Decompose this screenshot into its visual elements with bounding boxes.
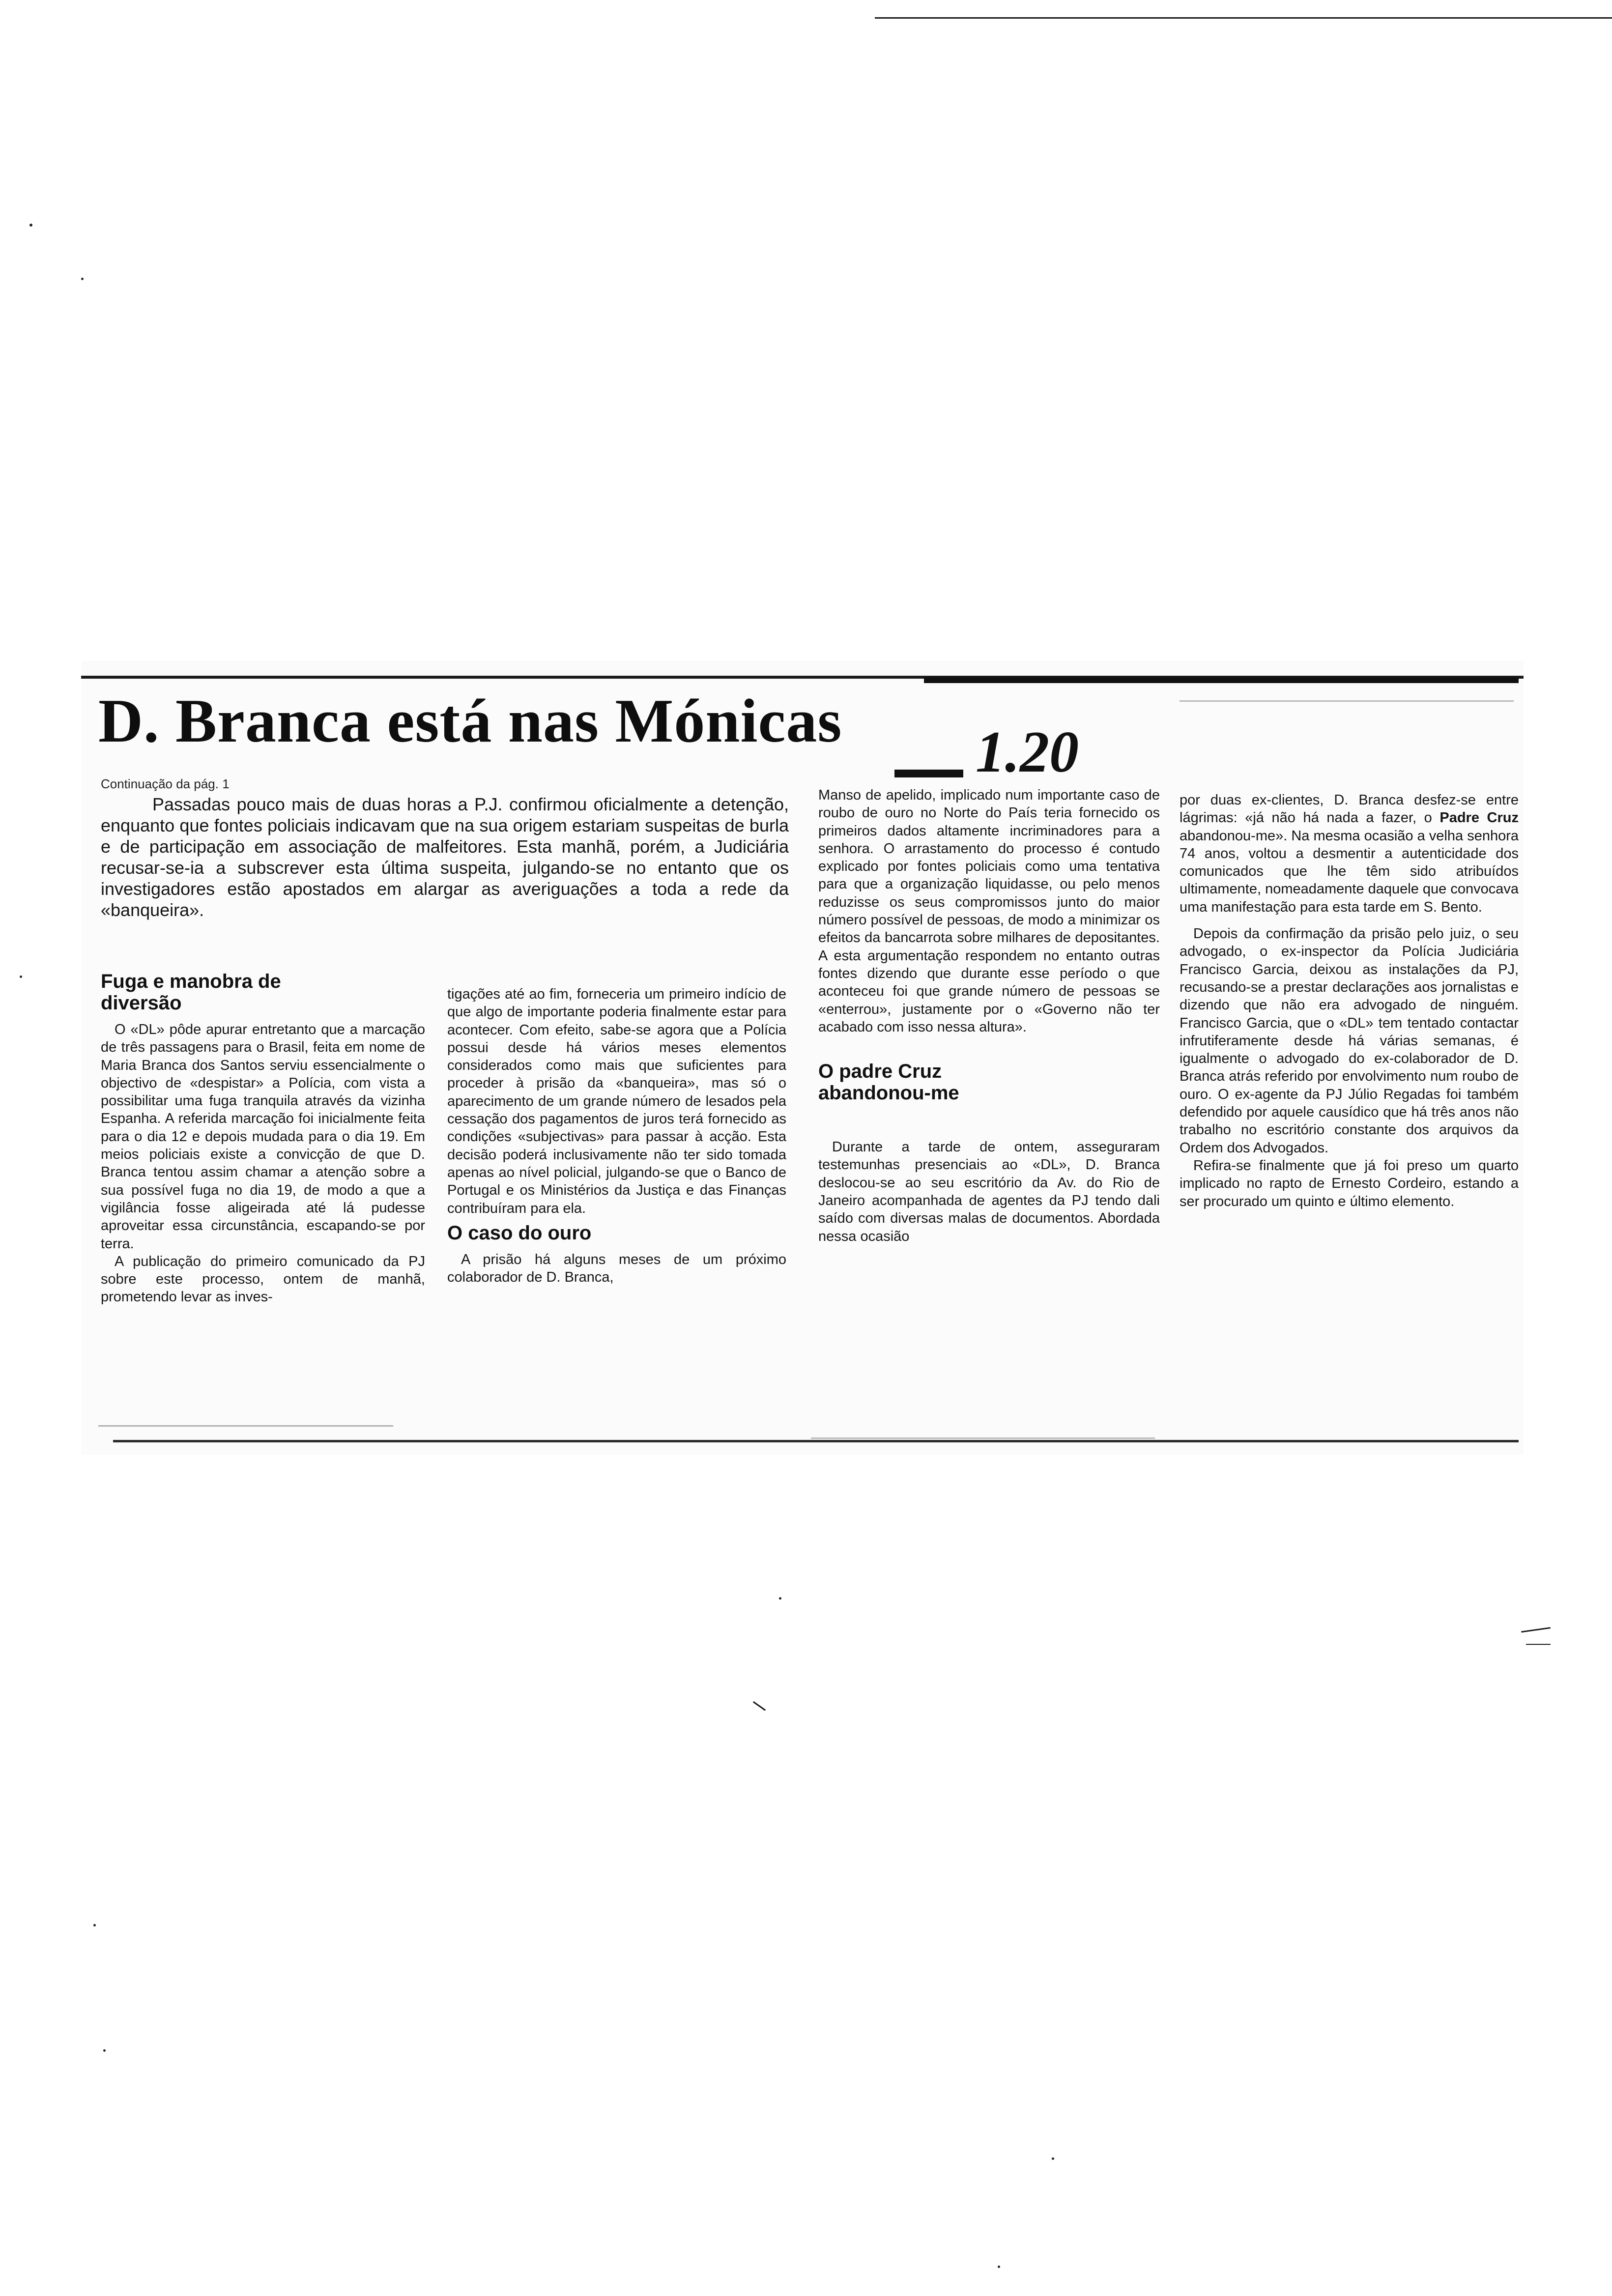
scan-speck xyxy=(779,1597,781,1600)
scan-speck xyxy=(998,2266,1000,2268)
scan-speck xyxy=(103,2049,106,2052)
scan-speck xyxy=(1052,2157,1054,2160)
bottom-rule xyxy=(113,1440,1519,1442)
column-4 xyxy=(1180,791,1519,1430)
subhead-padre-cruz: O padre Cruz abandonou-me xyxy=(818,1061,959,1104)
scan-speck xyxy=(29,224,32,227)
paragraph: Depois da confirmação da prisão pelo juiz, o seu advogado, o ex-inspector da Polícia Judiciária Francisco Garcia, deixou as instalações da PJ, recusando-se a prestar declarações aos jornalistas e dizendo que não era advogado de ninguém. Francisco Garcia, que o «DL» tem tentado contactar infrutiferamente desde há várias semanas, é igualmente o advogado do ex-colaborador de D. Branca atrás referido por envolvimento num roubo de ouro. O ex-agente da PJ Júlio Regadas foi também defendido por aquele causídico que há três anos não trabalho no escritório constante dos arquivos da Ordem dos Advogados. xyxy=(1180,926,1519,1156)
headline: D. Branca está nas Mónicas xyxy=(98,687,842,755)
paragraph: Durante a tarde de ontem, asseguraram testemunhas presenciais ao «DL», D. Branca deslocou-se ao seu escritório da Av. do Rio de Janeiro acompanhada de agentes da PJ tendo dali saído com diversas malas de documentos. Abordada nessa ocasião xyxy=(818,1139,1160,1244)
paragraph xyxy=(1180,791,1519,916)
scan-mark xyxy=(1526,1644,1551,1645)
paragraph: Refira-se finalmente que já foi preso um quarto implicado no rapto de Ernesto Cordeiro, estando a ser procurado um quinto e último elemento. xyxy=(1180,1157,1519,1209)
text-run: abandonou-me». Na mesma ocasião a velha senhora 74 anos, voltou a desmentir a autenticidade dos comunicados que lhe têm sido atribuídos ultimamente, nomeadamente daquele que convocava uma manifestação para esta tarde em S. Bento. xyxy=(1180,828,1519,915)
scan-speck xyxy=(93,1924,96,1926)
text-run-bold: Padre Cruz xyxy=(1439,810,1519,826)
headline-bar xyxy=(894,770,963,777)
lead-paragraph: Passadas pouco mais de duas horas a P.J. confirmou oficialmente a detenção, enquanto que fontes policiais indicavam que na sua origem estariam suspeitas de burla e de participação em associação de malfeitores. Esta manhã, porém, a Judiciária recusar-se-ia a subscrever esta última suspeita, julgando-se no entanto que os investigadores estão apostados em alargar as averiguações a toda a rede da «banqueira». xyxy=(101,794,789,920)
scan-speck xyxy=(81,278,84,280)
scan-speck xyxy=(20,976,22,978)
top-rule-thick xyxy=(924,677,1519,683)
handwritten-annotation: 1.20 xyxy=(976,719,1079,784)
paragraph: A publicação do primeiro comunicado da PJ sobre este processo, ontem de manhã, prometendo levar as inves- xyxy=(101,1253,425,1305)
paragraph: Manso de apelido, implicado num importante caso de roubo de ouro no Norte do País teria fornecido os primeiros dados altamente incriminadores para a senhora. O arrastamento do processo é contudo explicado por fontes policiais como uma tentativa para que a organização liquidasse, ou pelo menos reduzisse os seus compromissos junto do maior número possível de pessoas, de modo a minimizar os efeitos da bancarrota sobre milhares de depositantes. A esta argumentação respondem no entanto outras fontes dizendo que durante esse período o que aconteceu foi que grande número de pessoas se «enterrou», justamente por o «Governo não ter acabado com isso nessa altura». xyxy=(818,787,1160,1035)
column-3 xyxy=(818,786,1160,1430)
scan-noise xyxy=(811,1437,1155,1439)
scan-edge-line xyxy=(875,17,1612,19)
text-run: por duas ex-clientes, D. Branca desfez-se entre lágrimas: «já não há nada a fazer, o xyxy=(1180,792,1519,826)
continuation-note: Continuação da pág. 1 xyxy=(101,776,230,791)
paragraph: O «DL» pôde apurar entretanto que a marcação de três passagens para o Brasil, feita em nome de Maria Branca dos Santos serviu essencialmente o objectivo de «despistar» a Polícia, com vista a possibilitar uma fuga tranquila através da vizinha Espanha. A referida marcação foi inicialmente feita para o dia 12 e depois mudada para o dia 19. Em meios policiais existe a convicção de que D. Branca tentou assim chamar a atenção sobre a sua possível fuga no dia 19, de modo a que a vigilância fosse aligeirada até lá pudesse aproveitar essa circunstância, escapando-se por terra. xyxy=(101,1022,425,1252)
paragraph: tigações até ao fim, forneceria um primeiro indício de que algo de importante poderia finalmente estar para acontecer. Com efeito, sabe-se agora que a Polícia possui desde há vários meses elementos considerados como mais que suficientes para proceder à prisão da «banqueira», mas só o aparecimento de um grande número de lesados pela cessação dos pagamentos de juros terá fornecido as condições «subjectivas» para passar à acção. Esta decisão poderá inclusivamente não ter sido tomada apenas ao nível policial, julgando-se que o Banco de Portugal e os Ministérios da Justiça e das Finanças contribuíram para ela. xyxy=(447,986,786,1216)
scan-noise xyxy=(98,1425,393,1427)
scan-mark xyxy=(753,1701,766,1711)
paragraph: A prisão há alguns meses de um próximo colaborador de D. Branca, xyxy=(447,1251,786,1286)
scan-mark xyxy=(1521,1627,1551,1633)
subhead-caso-ouro: O caso do ouro xyxy=(447,1222,592,1244)
column-2 xyxy=(447,985,786,1428)
subhead-fuga: Fuga e manobra de diversão xyxy=(101,971,281,1014)
scan-noise xyxy=(1180,700,1514,702)
column-1 xyxy=(101,971,425,1428)
